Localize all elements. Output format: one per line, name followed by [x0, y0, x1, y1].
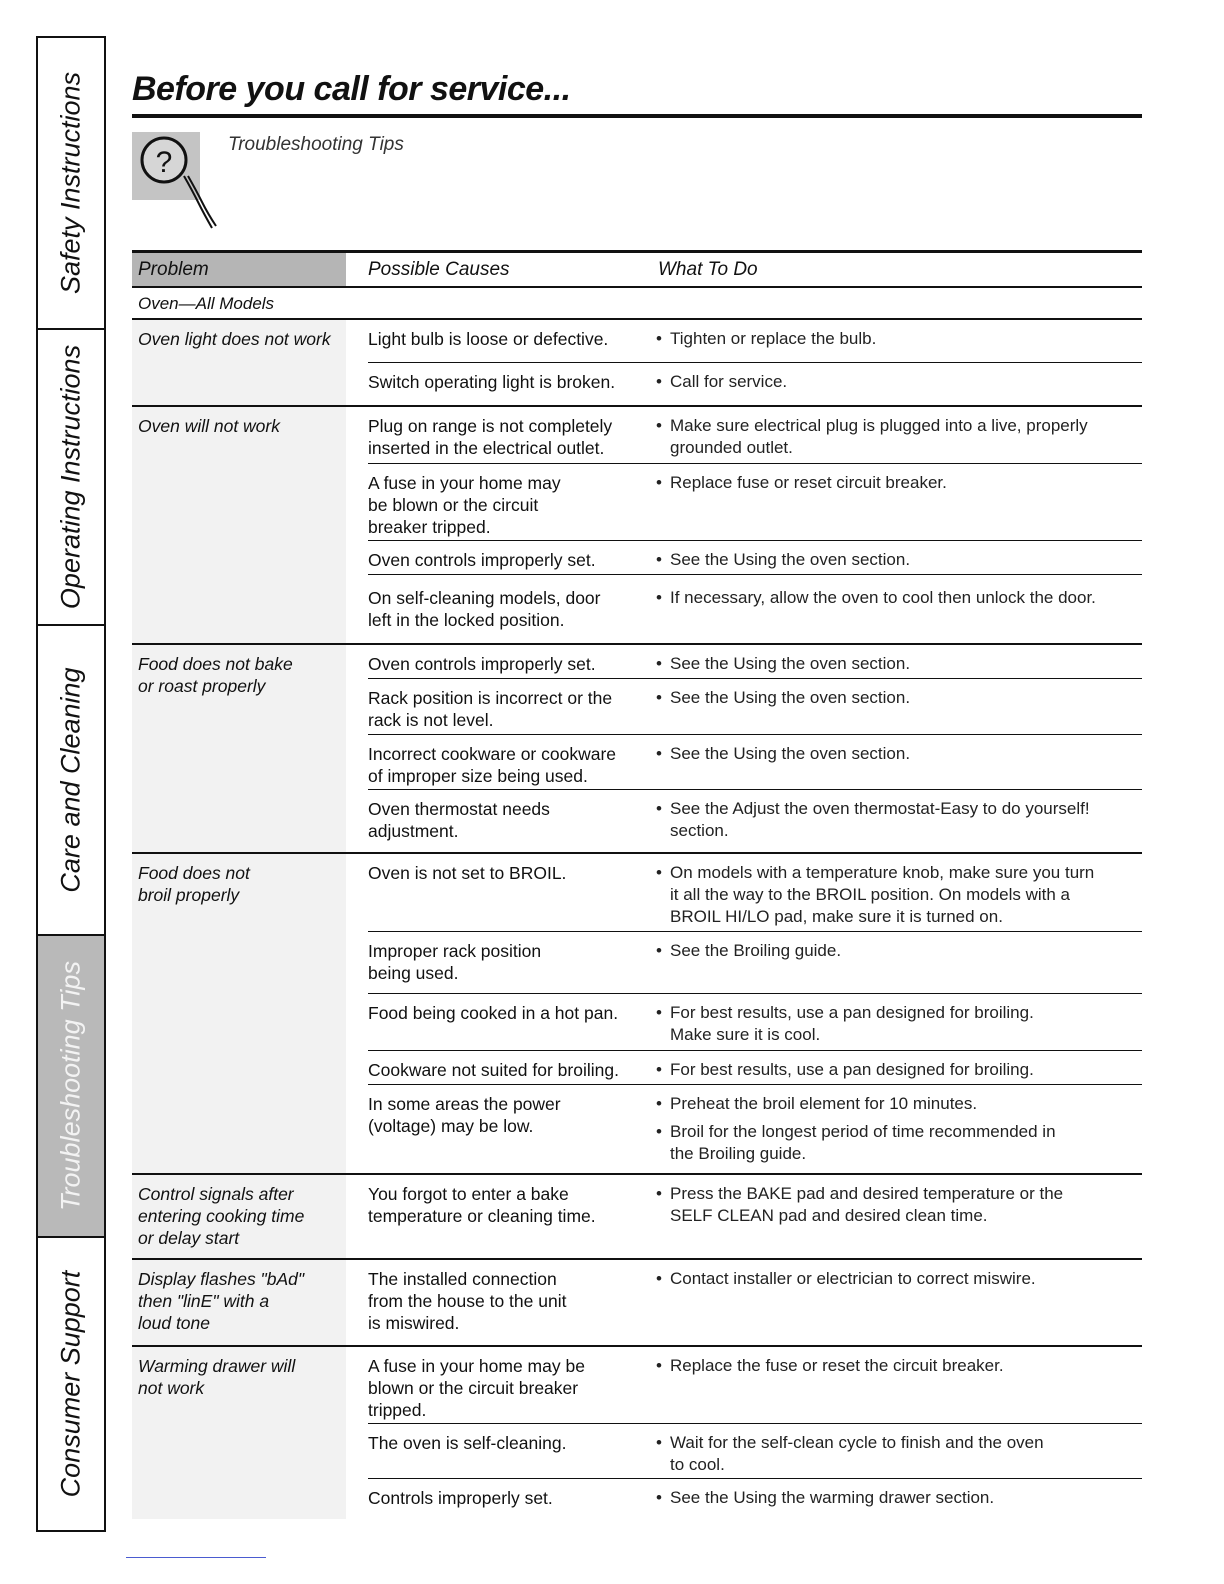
problem-group — [132, 645, 1142, 854]
todo-item: • Wait for the self-clean cycle to finish and the oven to cool. — [656, 1432, 1142, 1476]
table-row — [368, 1175, 1142, 1258]
todo-item: • See the Using the oven section. — [656, 743, 1142, 765]
todo-item: • Tighten or replace the bulb. — [656, 328, 1142, 350]
table-row — [368, 1424, 1142, 1479]
todo-text — [656, 1183, 1142, 1233]
todo-text — [656, 549, 1142, 577]
header-possible-causes: Possible Causes — [368, 259, 510, 280]
cause-text: Oven is not set to BROIL. — [368, 863, 567, 883]
todo-item: • Press the BAKE pad and desired temperature or the SELF CLEAN pad and desired clean time. — [656, 1183, 1142, 1227]
troubleshooting-table — [132, 250, 1142, 1519]
todo-text — [656, 1059, 1142, 1087]
cause-text: The oven is self-cleaning. — [368, 1433, 567, 1453]
todo-text — [656, 862, 1142, 934]
cause-text: A fuse in your home may be blown or the circuit breaker tripped. — [368, 1356, 585, 1420]
header-problem: Problem — [132, 253, 346, 286]
footer-link-underline — [126, 1557, 266, 1558]
cause-text: Switch operating light is broken. — [368, 372, 616, 392]
table-row — [368, 735, 1142, 790]
table-row — [368, 645, 1142, 679]
problem-text: Food does not bake or roast properly — [132, 645, 346, 852]
tab-safety-instructions[interactable]: Safety Instructions — [38, 38, 104, 330]
todo-text — [656, 653, 1142, 681]
cause-text: In some areas the power (voltage) may be low. — [368, 1094, 561, 1136]
todo-text — [656, 798, 1142, 848]
table-row — [368, 541, 1142, 575]
todo-text — [656, 1355, 1142, 1383]
cause-text: On self-cleaning models, door left in the locked position. — [368, 588, 601, 630]
table-row — [368, 679, 1142, 735]
table-row — [368, 320, 1142, 363]
todo-text — [656, 472, 1142, 500]
problem-group — [132, 854, 1142, 1175]
side-tab-bar — [36, 36, 106, 1532]
todo-item: • Make sure electrical plug is plugged into a live, properly grounded outlet. — [656, 415, 1142, 459]
title-divider — [132, 114, 1142, 118]
tab-troubleshooting-tips[interactable]: Troubleshooting Tips — [38, 936, 104, 1238]
group-label-oven-all-models: Oven—All Models — [132, 288, 1142, 320]
todo-text — [656, 587, 1142, 615]
help-glyph: ? — [155, 146, 173, 179]
problem-text: Oven will not work — [132, 407, 346, 643]
todo-text — [656, 687, 1142, 715]
problem-group — [132, 1175, 1142, 1260]
problem-text: Control signals after entering cooking time or delay start — [132, 1175, 346, 1258]
cause-text: Controls improperly set. — [368, 1488, 553, 1508]
todo-text — [656, 1432, 1142, 1482]
cause-text: Plug on range is not completely inserted in the electrical outlet. — [368, 416, 613, 458]
cause-text: Oven thermostat needs adjustment. — [368, 799, 550, 841]
header-what-to-do: What To Do — [658, 259, 758, 280]
cause-text: Oven controls improperly set. — [368, 550, 596, 570]
todo-item: • For best results, use a pan designed for broiling. — [656, 1059, 1142, 1081]
todo-item: • See the Using the warming drawer section. — [656, 1487, 1142, 1509]
section-subtitle: Troubleshooting Tips — [228, 134, 404, 155]
tab-operating-instructions[interactable]: Operating Instructions — [38, 330, 104, 626]
todo-item: • See the Adjust the oven thermostat-Easy to do yourself! section. — [656, 798, 1142, 842]
todo-item: • Contact installer or electrician to correct miswire. — [656, 1268, 1142, 1290]
problem-group — [132, 1347, 1142, 1519]
table-row — [368, 363, 1142, 405]
todo-text — [656, 940, 1142, 968]
todo-item: • On models with a temperature knob, make sure you turn it all the way to the BROIL position. On models with a BROIL HI/LO pad, make sure it is turned on. — [656, 862, 1142, 928]
table-row — [368, 1085, 1142, 1173]
todo-text — [656, 371, 1142, 399]
todo-item: • Replace fuse or reset circuit breaker. — [656, 472, 1142, 494]
todo-item: • See the Using the oven section. — [656, 653, 1142, 675]
todo-item: • See the Broiling guide. — [656, 940, 1142, 962]
question-help-icon — [132, 132, 200, 200]
table-row — [368, 464, 1142, 541]
table-row — [368, 932, 1142, 994]
tab-care-and-cleaning[interactable]: Care and Cleaning — [38, 626, 104, 936]
cause-text: Improper rack position being used. — [368, 941, 542, 983]
todo-item: • Call for service. — [656, 371, 1142, 393]
problem-text: Warming drawer will not work — [132, 1347, 346, 1519]
problem-group — [132, 320, 1142, 407]
table-row — [368, 994, 1142, 1051]
todo-item: • If necessary, allow the oven to cool then unlock the door. — [656, 587, 1142, 609]
todo-item: • For best results, use a pan designed for broiling. Make sure it is cool. — [656, 1002, 1142, 1046]
cause-text: Rack position is incorrect or the rack is not level. — [368, 688, 613, 730]
table-row — [368, 1347, 1142, 1424]
table-row — [368, 854, 1142, 932]
todo-text — [656, 743, 1142, 771]
problem-text: Oven light does not work — [132, 320, 346, 405]
cause-text: Food being cooked in a hot pan. — [368, 1003, 619, 1023]
cause-text: Light bulb is loose or defective. — [368, 329, 609, 349]
todo-item: • Broil for the longest period of time recommended in the Broiling guide. — [656, 1121, 1142, 1165]
table-row — [368, 790, 1142, 852]
table-row — [368, 407, 1142, 464]
cause-text: Incorrect cookware or cookware of improper size being used. — [368, 744, 617, 786]
todo-item: • See the Using the oven section. — [656, 549, 1142, 571]
problem-text: Display flashes "bAd" then "linE" with a loud tone — [132, 1260, 346, 1345]
cause-text: Oven controls improperly set. — [368, 654, 596, 674]
tab-consumer-support[interactable]: Consumer Support — [55, 1270, 86, 1498]
todo-item: • Replace the fuse or reset the circuit breaker. — [656, 1355, 1142, 1377]
table-header — [132, 250, 1142, 288]
todo-text — [656, 1093, 1142, 1171]
page-title: Before you call for service... — [132, 70, 571, 108]
problem-group — [132, 407, 1142, 645]
cause-text: You forgot to enter a bake temperature or cleaning time. — [368, 1184, 596, 1226]
table-row — [368, 1051, 1142, 1085]
problem-text: Food does not broil properly — [132, 854, 346, 1173]
table-row — [368, 575, 1142, 643]
table-row — [368, 1260, 1142, 1345]
cause-text: Cookware not suited for broiling. — [368, 1060, 619, 1080]
todo-text — [656, 328, 1142, 356]
table-row — [368, 1479, 1142, 1519]
problem-group — [132, 1260, 1142, 1347]
todo-text — [656, 1487, 1142, 1515]
cause-text: The installed connection from the house to the unit is miswired. — [368, 1269, 567, 1333]
todo-text — [656, 1002, 1142, 1052]
todo-text — [656, 415, 1142, 465]
cause-text: A fuse in your home may be blown or the circuit breaker tripped. — [368, 473, 561, 537]
todo-item: • Preheat the broil element for 10 minutes. — [656, 1093, 1142, 1115]
todo-item: • See the Using the oven section. — [656, 687, 1142, 709]
todo-text — [656, 1268, 1142, 1296]
